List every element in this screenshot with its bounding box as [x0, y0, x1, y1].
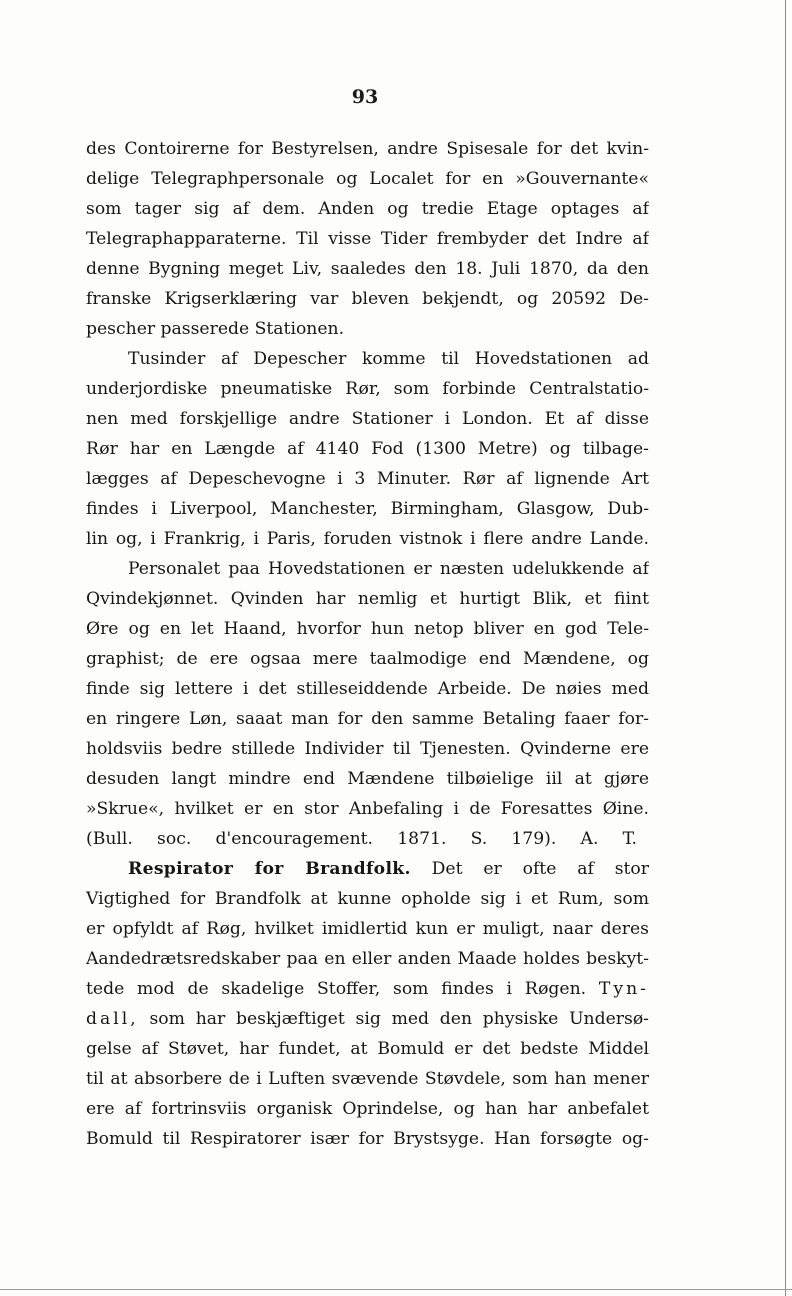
text-line: delige Telegraphpersonale og Localet for en »Gouvernante«: [86, 169, 649, 189]
page-edge-bottom: [0, 1289, 792, 1290]
section-heading-line: [86, 854, 649, 884]
text-line: finde sig lettere i det stilleseiddende Arbeide. De nøies med: [86, 679, 649, 699]
text-line: nen med forskjellige andre Stationer i London. Et af disse: [86, 409, 649, 429]
text-line: lægges af Depeschevogne i 3 Minuter. Rør af lignende Art: [86, 469, 649, 489]
text-line: Qvindekjønnet. Qvinden har nemlig et hurtigt Blik, et fiint: [86, 589, 649, 609]
text-line: Bomuld til Respiratorer især for Brystsyge. Han forsøgte og-: [86, 1129, 649, 1149]
page-edge-right: [785, 0, 786, 1296]
text-line: graphist; de ere ogsaa mere taalmodige end Mændene, og: [86, 649, 649, 669]
text-line: lin og, i Frankrig, i Paris, foruden vistnok i flere andre Lande.: [86, 529, 649, 549]
text-line: til at absorbere de i Luften svævende Støvdele, som han mener: [86, 1069, 649, 1089]
text-line: Rør har en Længde af 4140 Fod (1300 Metre) og tilbage-: [86, 439, 649, 459]
page-number: 93: [351, 86, 379, 108]
text-run: Det er ofte af stor: [431, 859, 649, 879]
text-line: Øre og en let Haand, hvorfor hun netop bliver en god Tele-: [86, 619, 649, 639]
text-line: en ringere Løn, saaat man for den samme Betaling faaer for-: [86, 709, 649, 729]
author-initials: A. T.: [580, 829, 637, 849]
text-line: »Skrue«, hvilket er en stor Anbefaling i de Foresattes Øine.: [86, 799, 649, 819]
text-run: som har beskjæftiget sig med den physiske Undersø-: [149, 1009, 649, 1029]
text-line: denne Bygning meget Liv, saaledes den 18. Juli 1870, da den: [86, 259, 649, 279]
text-line: underjordiske pneumatiske Rør, som forbinde Centralstatio-: [86, 379, 649, 399]
text-line: holdsviis bedre stillede Individer til Tjenesten. Qvinderne ere: [86, 739, 649, 759]
body-text: [86, 134, 649, 1154]
text-line: des Contoirerne for Bestyrelsen, andre Spisesale for det kvin-: [86, 139, 649, 159]
text-line: Personalet paa Hovedstationen er næsten udelukkende af: [128, 559, 649, 579]
text-line: [86, 1004, 649, 1034]
text-line: Telegraphapparaterne. Til visse Tider frembyder det Indre af: [86, 229, 649, 249]
text-line: ere af fortrinsviis organisk Oprindelse, og han har anbefalet: [86, 1099, 649, 1119]
text-line: er opfyldt af Røg, hvilket imidlertid kun er muligt, naar deres: [86, 919, 649, 939]
text-line: gelse af Støvet, har fundet, at Bomuld er det bedste Middel: [86, 1039, 649, 1059]
citation-line: [86, 824, 649, 854]
text-line: findes i Liverpool, Manchester, Birmingham, Glasgow, Dub-: [86, 499, 649, 519]
text-line: [86, 974, 649, 1004]
text-line: pescher passerede Stationen.: [86, 319, 345, 339]
citation-source: (Bull. soc. d'encouragement. 1871. S. 179).: [86, 829, 557, 849]
spaced-name-part: dall,: [86, 1009, 139, 1029]
text-line: Tusinder af Depescher komme til Hovedstationen ad: [128, 349, 649, 369]
section-heading: Respirator for Brandfolk.: [128, 859, 411, 879]
text-line: som tager sig af dem. Anden og tredie Etage optages af: [86, 199, 649, 219]
text-run: tede mod de skadelige Stoffer, som findes i Røgen.: [86, 979, 587, 999]
text-line: Aandedrætsredskaber paa en eller anden Maade holdes beskyt-: [86, 949, 649, 969]
text-line: desuden langt mindre end Mændene tilbøielige iil at gjøre: [86, 769, 649, 789]
text-line: Vigtighed for Brandfolk at kunne opholde sig i et Rum, som: [86, 889, 649, 909]
spaced-name-part: Tyn-: [598, 979, 649, 999]
text-line: franske Krigserklæring var bleven bekjendt, og 20592 De-: [86, 289, 649, 309]
